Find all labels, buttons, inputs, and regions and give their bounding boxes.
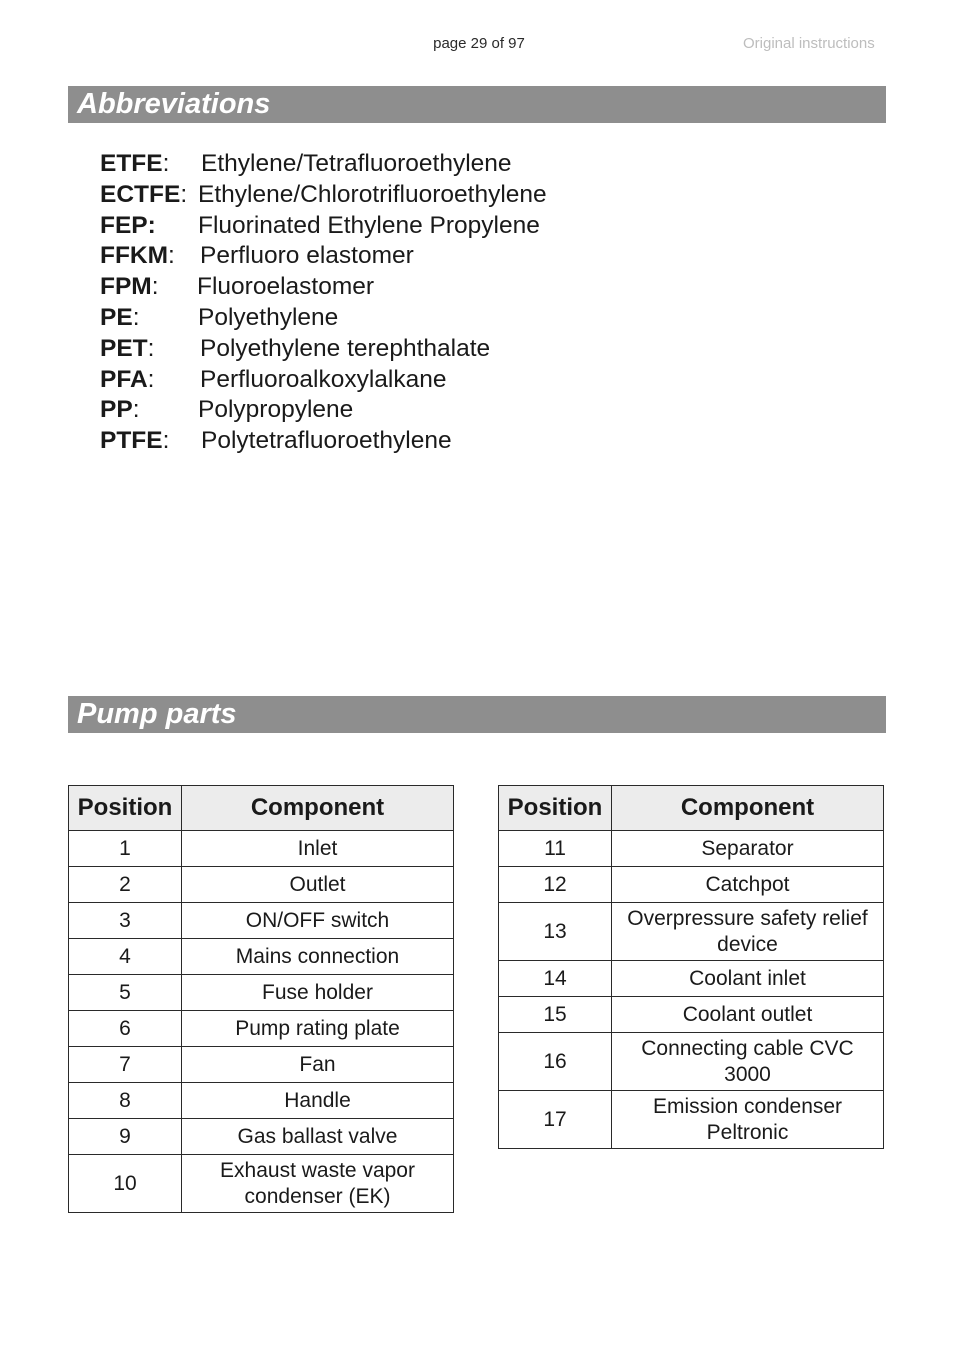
abbreviations-list	[100, 149, 700, 457]
component-header: Component	[612, 786, 884, 831]
table-row	[499, 1091, 884, 1149]
component-cell: Fan	[182, 1047, 454, 1083]
abbreviation-separator: :	[162, 427, 170, 455]
component-cell: Connecting cable CVC 3000	[612, 1033, 884, 1091]
position-header: Position	[499, 786, 612, 831]
position-cell: 7	[69, 1047, 182, 1083]
abbreviation-value: Polyethylene	[198, 303, 339, 331]
abbreviation-key: PP	[100, 396, 133, 424]
component-header: Component	[182, 786, 454, 831]
table-header-row	[69, 786, 454, 831]
abbreviation-key: ECTFE	[100, 180, 181, 208]
table-row	[69, 903, 454, 939]
table-row	[69, 1047, 454, 1083]
component-cell: Separator	[612, 831, 884, 867]
abbreviation-value: Polyethylene terephthalate	[200, 334, 491, 362]
abbreviation-separator: :	[132, 303, 140, 331]
component-cell: Gas ballast valve	[182, 1119, 454, 1155]
table-header-row	[499, 786, 884, 831]
table-row	[499, 961, 884, 997]
position-cell: 1	[69, 831, 182, 867]
abbreviation-row	[100, 365, 700, 396]
position-cell: 11	[499, 831, 612, 867]
abbreviation-key: PTFE	[100, 427, 163, 455]
abbreviation-row	[100, 303, 700, 334]
abbreviation-key: FFKM	[100, 242, 169, 270]
component-cell: ON/OFF switch	[182, 903, 454, 939]
abbreviation-value: Polytetrafluoroethylene	[201, 427, 452, 455]
abbreviation-row	[100, 211, 700, 242]
position-cell: 2	[69, 867, 182, 903]
abbreviation-row	[100, 395, 700, 426]
abbreviation-row	[100, 334, 700, 365]
abbreviation-row	[100, 180, 700, 211]
abbreviation-separator: :	[162, 150, 170, 177]
component-cell: Fuse holder	[182, 975, 454, 1011]
component-cell: Inlet	[182, 831, 454, 867]
abbreviation-value: Perfluoro elastomer	[200, 242, 414, 270]
abbreviation-row	[100, 241, 700, 272]
component-cell: Emission condenser Peltronic	[612, 1091, 884, 1149]
abbreviation-separator: :	[147, 365, 155, 393]
abbreviation-value: Polypropylene	[198, 396, 354, 424]
abbreviation-separator: :	[147, 334, 155, 362]
table-row	[499, 1033, 884, 1091]
abbreviations-heading: Abbreviations	[68, 86, 886, 123]
table-row	[69, 939, 454, 975]
position-cell: 16	[499, 1033, 612, 1091]
position-cell: 12	[499, 867, 612, 903]
table-row	[69, 831, 454, 867]
position-cell: 15	[499, 997, 612, 1033]
table-row	[69, 1119, 454, 1155]
abbreviation-key: PE	[100, 303, 133, 331]
component-cell: Handle	[182, 1083, 454, 1119]
position-cell: 3	[69, 903, 182, 939]
abbreviation-separator: :	[180, 180, 188, 208]
component-cell: Outlet	[182, 867, 454, 903]
abbreviation-separator: :	[168, 242, 175, 270]
abbreviation-key: FPM	[100, 273, 152, 301]
abbreviation-key: PET	[100, 334, 148, 362]
abbreviation-value: Ethylene/Chlorotrifluoroethylene	[198, 180, 547, 208]
position-cell: 8	[69, 1083, 182, 1119]
abbreviation-key: FEP:	[100, 211, 156, 239]
abbreviation-separator: :	[151, 273, 159, 301]
table-row	[69, 975, 454, 1011]
position-header: Position	[69, 786, 182, 831]
position-cell: 14	[499, 961, 612, 997]
abbreviation-row	[100, 149, 700, 180]
component-cell: Coolant inlet	[612, 961, 884, 997]
position-cell: 13	[499, 903, 612, 961]
position-cell: 4	[69, 939, 182, 975]
document-label: Original instructions	[743, 35, 875, 52]
abbreviation-value: Fluorinated Ethylene Propylene	[198, 211, 540, 239]
table-row	[69, 867, 454, 903]
position-cell: 10	[69, 1155, 182, 1213]
component-cell: Catchpot	[612, 867, 884, 903]
abbreviation-value: Fluoroelastomer	[197, 273, 375, 301]
position-cell: 5	[69, 975, 182, 1011]
component-cell: Exhaust waste vapor condenser (EK)	[182, 1155, 454, 1213]
table-row	[69, 1155, 454, 1213]
abbreviation-row	[100, 272, 700, 303]
pump-parts-table-left	[68, 785, 454, 1213]
position-cell: 9	[69, 1119, 182, 1155]
table-row	[499, 997, 884, 1033]
component-cell: Mains connection	[182, 939, 454, 975]
table-row	[69, 1083, 454, 1119]
component-cell: Coolant outlet	[612, 997, 884, 1033]
page-number: page 29 of 97	[433, 35, 525, 52]
component-cell: Pump rating plate	[182, 1011, 454, 1047]
abbreviation-key: ETFE	[100, 150, 163, 177]
position-cell: 17	[499, 1091, 612, 1149]
table-row	[499, 903, 884, 961]
abbreviation-row	[100, 426, 700, 457]
table-row	[499, 831, 884, 867]
component-cell: Overpressure safety relief device	[612, 903, 884, 961]
table-row	[69, 1011, 454, 1047]
table-row	[499, 867, 884, 903]
pump-parts-table-right	[498, 785, 884, 1149]
pump-parts-heading: Pump parts	[68, 696, 886, 733]
abbreviation-key: PFA	[100, 365, 148, 393]
abbreviation-separator: :	[132, 396, 140, 424]
position-cell: 6	[69, 1011, 182, 1047]
abbreviation-value: Perfluoroalkoxylalkane	[200, 365, 447, 393]
abbreviation-value: Ethylene/Tetrafluoroethylene	[201, 150, 512, 177]
